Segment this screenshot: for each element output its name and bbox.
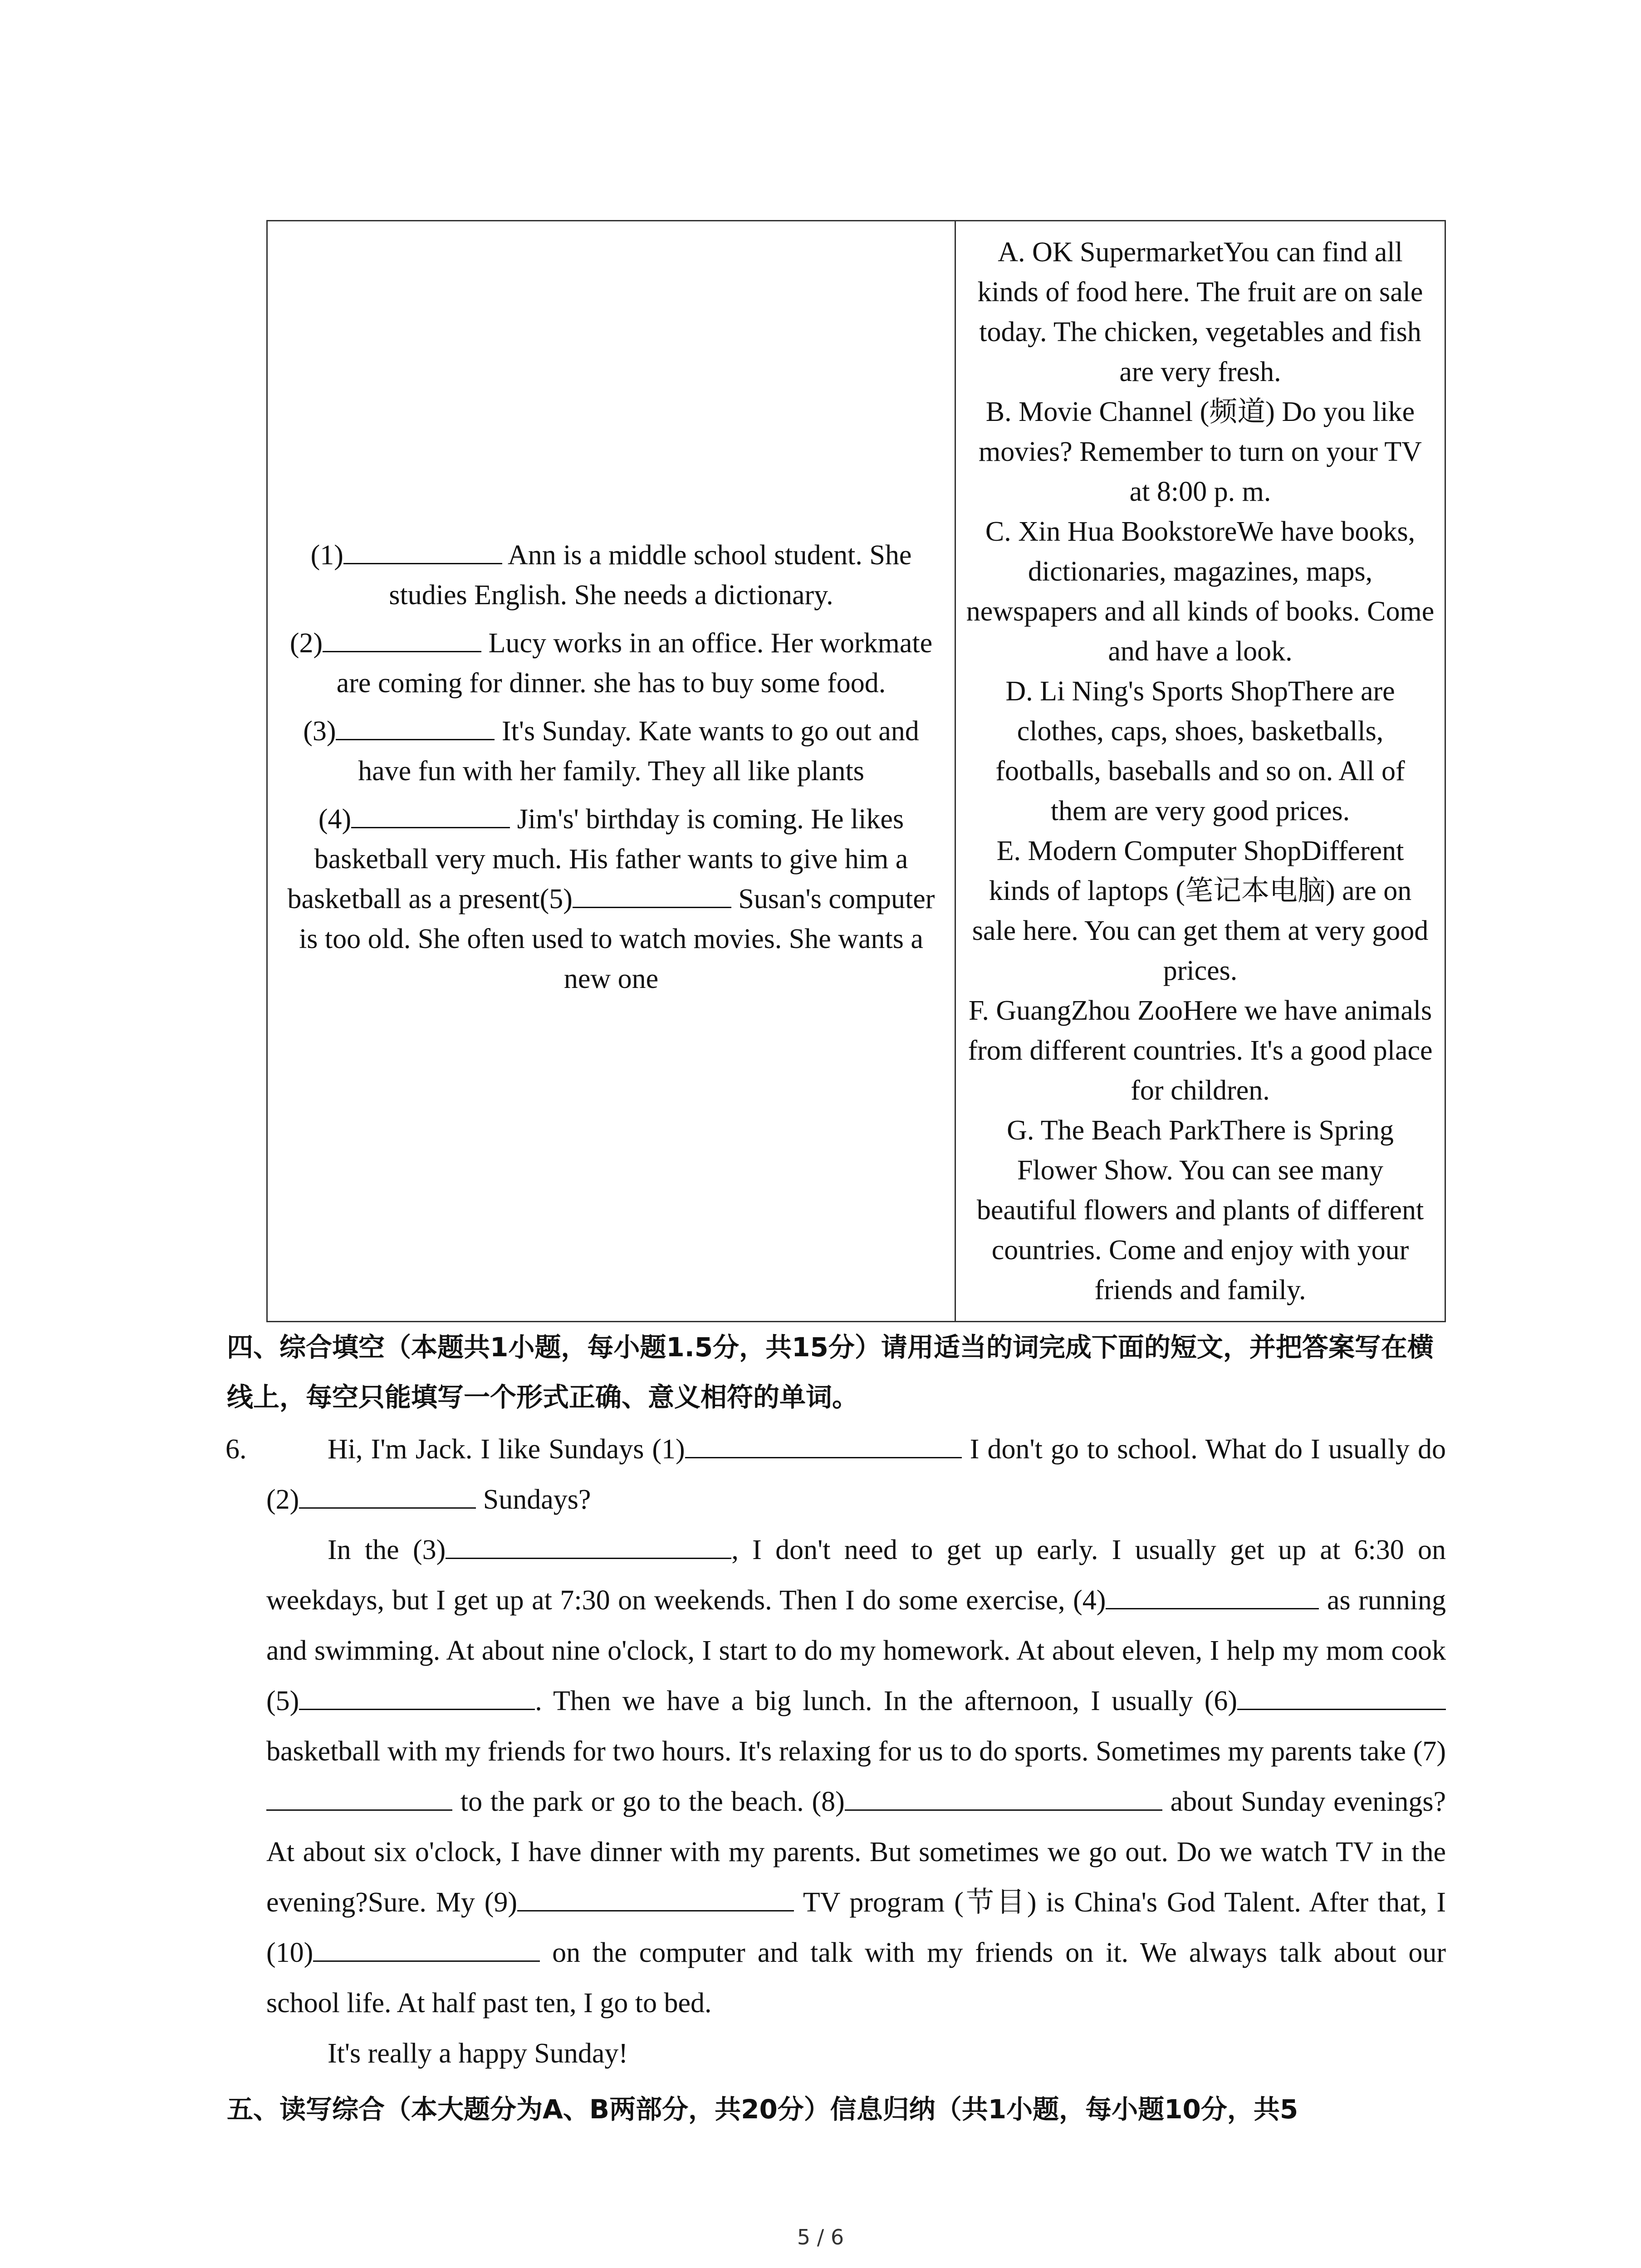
passage-text: on the computer and talk with my friends on it. We always talk about our school life. At half past ten, I go to bed. bbox=[266, 1937, 1446, 2019]
passage-text: to the park or go to the beach. (8) bbox=[452, 1786, 845, 1817]
option-c: C. Xin Hua BookstoreWe have books, dictionaries, magazines, maps, newspapers and all kinds of books. Come and have a look. bbox=[966, 516, 1435, 667]
blank-9[interactable] bbox=[517, 1883, 794, 1911]
question-text: Lucy works in an office. Her workmate are coming for dinner. she has to buy some food. bbox=[336, 628, 933, 699]
blank-7[interactable] bbox=[266, 1782, 452, 1811]
question-3 bbox=[278, 711, 945, 791]
option-d: D. Li Ning's Sports ShopThere are clothes, caps, shoes, basketballs, footballs, baseballs and so on. All of them are very good prices. bbox=[995, 676, 1405, 826]
passage-text: Hi, I'm Jack. I like Sundays (1) bbox=[328, 1434, 685, 1465]
question-number: (1) bbox=[310, 540, 343, 571]
question-4-5 bbox=[278, 799, 945, 999]
section-5-heading: 五、读写综合（本大题分为A、B两部分，共20分）信息归纳（共1小题，每小题10分，共5 bbox=[227, 2094, 1298, 2125]
page-number: 5 / 6 bbox=[797, 2225, 844, 2249]
question-text: Ann is a middle school student. She studies English. She needs a dictionary. bbox=[389, 540, 912, 611]
passage-text: about Sunday evenings?At about six o'clock, I have dinner with my parents. But sometimes we go out. Do we watch TV in the evening?Sure. My (9) bbox=[266, 1786, 1446, 1918]
passage-text: , I don't need to get up early. I usually get up at 6:30 on weekdays, but I get up at 7:30 on weekends. Then I do some exercise, (4) bbox=[266, 1535, 1446, 1616]
option-e: E. Modern Computer ShopDifferent kinds of laptops (笔记本电脑) are on sale here. You can get them at very good prices. bbox=[972, 836, 1429, 986]
matching-table bbox=[266, 220, 1446, 1322]
passage-text: TV program (节目) is China's God Talent. After that, I (10) bbox=[266, 1887, 1446, 1968]
section-4-heading: 四、综合填空（本题共1小题，每小题1.5分，共15分）请用适当的词完成下面的短文，并把答案写在横线上，每空只能填写一个形式正确、意义相符的单词。 bbox=[227, 1332, 1434, 1413]
blank-10[interactable] bbox=[313, 1933, 540, 1962]
answer-blank[interactable] bbox=[343, 536, 502, 564]
paragraph-2 bbox=[266, 1525, 1446, 2028]
question-number: (5) bbox=[539, 884, 573, 914]
question-text: Susan's computer is too old. She often used to watch movies. She wants a new one bbox=[299, 884, 935, 994]
passage-text: In the (3) bbox=[328, 1535, 446, 1565]
passage-text: as running and swimming. At about nine o'clock, I start to do my homework. At about eleven, I help my mom cook (5) bbox=[266, 1585, 1446, 1716]
blank-5[interactable] bbox=[299, 1681, 535, 1710]
question-text: It's Sunday. Kate wants to go out and have fun with her family. They all like plants bbox=[358, 716, 919, 787]
blank-1[interactable] bbox=[685, 1430, 962, 1458]
passage-text: basketball with my friends for two hours. It's relaxing for us to do sports. Sometimes my parents take (7) bbox=[266, 1736, 1446, 1767]
question-2 bbox=[278, 623, 945, 703]
paragraph-1 bbox=[266, 1424, 1446, 1525]
blank-8[interactable] bbox=[845, 1782, 1162, 1811]
question-1 bbox=[278, 535, 945, 615]
paragraph-3: It's really a happy Sunday! bbox=[328, 2038, 628, 2069]
blank-3[interactable] bbox=[446, 1530, 731, 1559]
passage-text: Sundays? bbox=[476, 1484, 591, 1515]
question-text: Jim's' birthday is coming. He likes basketball very much. His father wants to give him a basketball as a present bbox=[287, 804, 908, 914]
blank-2[interactable] bbox=[299, 1480, 476, 1509]
questions-cell bbox=[267, 221, 955, 1322]
blank-6[interactable] bbox=[1237, 1681, 1446, 1710]
question-number: (2) bbox=[289, 628, 323, 659]
answer-blank[interactable] bbox=[351, 800, 510, 828]
passage-text: . Then we have a big lunch. In the afternoon, I usually (6) bbox=[535, 1686, 1237, 1716]
option-a: A. OK SupermarketYou can find all kinds of food here. The fruit are on sale today. The chicken, vegetables and fish are very fresh. bbox=[977, 237, 1423, 387]
question-number: (3) bbox=[303, 716, 336, 747]
option-g: G. The Beach ParkThere is Spring Flower Show. You can see many beautiful flowers and plants of different countries. Come and enjoy with your friends and family. bbox=[976, 1115, 1424, 1305]
question-number: (4) bbox=[318, 804, 352, 835]
cloze-passage bbox=[266, 1424, 1446, 2079]
answer-blank[interactable] bbox=[573, 880, 731, 908]
answer-blank[interactable] bbox=[336, 712, 495, 740]
option-f: F. GuangZhou ZooHere we have animals from different countries. It's a good place for children. bbox=[968, 995, 1433, 1106]
options-cell bbox=[955, 221, 1445, 1322]
passage-text: I don't go to school. What do I usually do (2) bbox=[266, 1434, 1446, 1515]
option-b: B. Movie Channel (频道) Do you like movies? Remember to turn on your TV at 8:00 p. m. bbox=[979, 396, 1422, 507]
question-number-6: 6. bbox=[225, 1434, 247, 1465]
blank-4[interactable] bbox=[1106, 1581, 1319, 1609]
answer-blank[interactable] bbox=[323, 624, 481, 652]
